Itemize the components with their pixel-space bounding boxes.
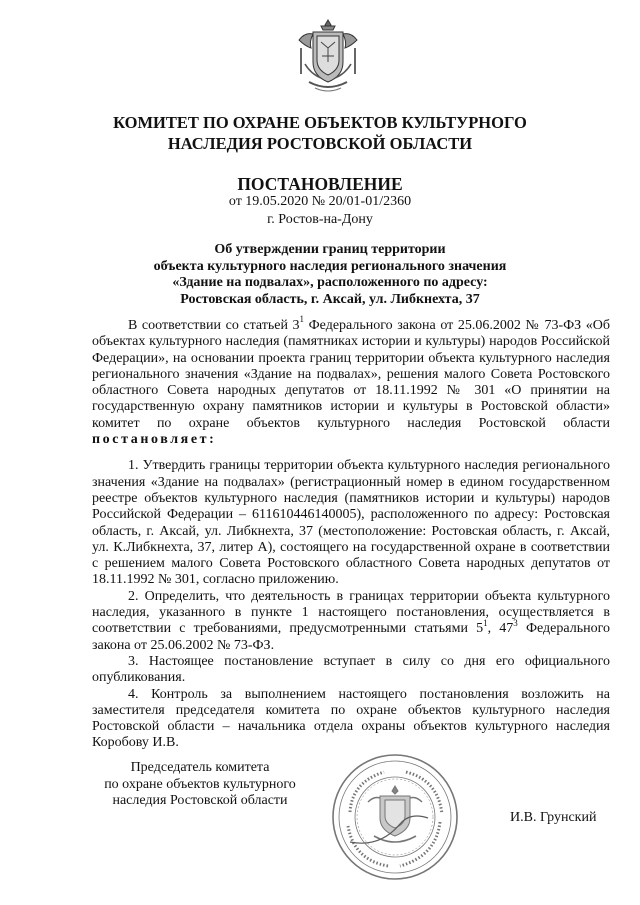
preamble-superscript: 1 xyxy=(299,314,305,325)
org-line-2: НАСЛЕДИЯ РОСТОВСКОЙ ОБЛАСТИ xyxy=(167,134,473,153)
subject-line-3: «Здание на подвалах», расположенного по адресу: xyxy=(172,275,488,290)
item-2-text-1: 2. Определить, что деятельность в границах территории объекта культурного наследия, указанного в пункте 1 настоящего постановления, осуществляется в соответствии с требованиями, предусмотренными статьями 5 xyxy=(92,588,610,637)
preamble-text-1: В соответствии со статьей 3 xyxy=(128,318,300,333)
signer-name: И.В. Грунский xyxy=(510,810,597,825)
item-2-superscript-2: 3 xyxy=(513,617,518,628)
document-type: ПОСТАНОВЛЕНИЕ xyxy=(237,174,403,194)
organization-name xyxy=(0,112,640,154)
subject-line-4: Ростовская область, г. Аксай, ул. Либкнехта, 37 xyxy=(180,291,480,307)
document-body xyxy=(92,314,610,752)
document-city: г. Ростов-на-Дону xyxy=(267,212,373,227)
item-2-text-3: Федерального закона от 25.06.2002 № 73-ФЗ. xyxy=(92,621,610,653)
item-2-paragraph xyxy=(92,589,610,654)
signer-title-line-1: Председатель комитета xyxy=(130,760,270,775)
org-line-1: КОМИТЕТ ПО ОХРАНЕ ОБЪЕКТОВ КУЛЬТУРНОГО xyxy=(113,113,527,132)
signer-title-line-3: наследия Ростовской области xyxy=(112,793,288,808)
document-subject xyxy=(150,242,510,308)
item-3-paragraph: 3. Настоящее постановление вступает в силу со дня его официального опубликования. xyxy=(92,653,610,686)
subject-line-1: Об утверждении границ территории xyxy=(214,242,446,257)
item-2-text-2: , 47 xyxy=(487,621,514,637)
preamble-text-2: Федерального закона от 25.06.2002 № 73-ФЗ «Об объектах культурного наследия (памятниках истории и культуры) народов Российской Федерации», на основании проекта границ территории объекта культурного наследия регионального значения «Здание на подвалах», решения малого Совета Ростовского областного Совета народных депутатов от 18.11.1992 № 301 «О принятии на государственную охрану памятников истории и культуры в Ростовской области» комитет по охране объектов культурного наследия Ростовской области xyxy=(92,318,610,431)
document-date-number: от 19.05.2020 № 20/01-01/2360 xyxy=(228,194,412,209)
item-2-superscript-1: 1 xyxy=(483,617,488,628)
item-4-paragraph: 4. Контроль за выполнением настоящего постановления возложить на заместителя председателя комитета по охране объектов культурного наследия Ростовской области – начальника отдела охраны объектов культурного наследия Коробову И.В. xyxy=(92,686,610,751)
signer-title-line-2: по охране объектов культурного xyxy=(104,776,296,792)
coat-of-arms-icon xyxy=(295,18,361,96)
document-meta xyxy=(0,193,640,229)
item-1-paragraph: 1. Утвердить границы территории объекта культурного наследия регионального значения «Здание на подвалах» (регистрационный номер в едином государственном реестре объектов культурного наследия (памятников истории и культуры) народов Российской Федерации – 611610446140005), расположенного по адресу: Ростовская область, г. Аксай, ул. Либкнехта, 37 (местоположение: Ростовская область, г. Аксай, ул. К.Либкнехта, 37, литер А), состоящего на государственной охране в соответствии с решением малого Совета Ростовского областного Совета народных депутатов от 18.11.1992 № 301, согласно приложению. xyxy=(92,458,610,588)
signer-title xyxy=(80,760,320,810)
decree-word: постановляет: xyxy=(92,432,217,448)
official-seal-icon xyxy=(330,752,460,882)
preamble-paragraph xyxy=(92,314,610,448)
subject-line-2: объекта культурного наследия регионального значения xyxy=(153,258,507,274)
